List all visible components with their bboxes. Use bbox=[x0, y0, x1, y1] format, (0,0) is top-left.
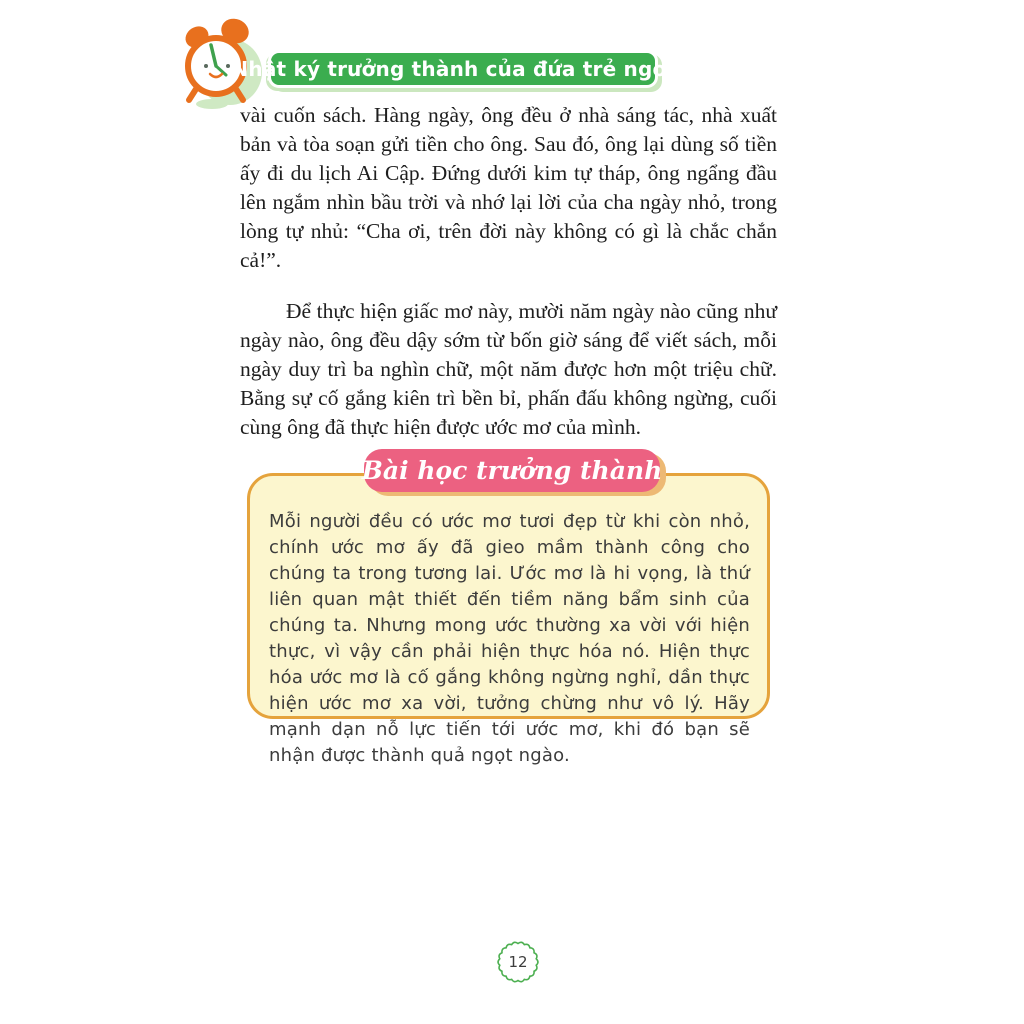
lesson-text: Mỗi người đều có ước mơ tươi đẹp từ khi còn nhỏ, chính ước mơ ấy đã gieo mầm thành công cho chúng ta trong tương lai. Ước mơ là hi vọng, là thứ liên quan mật thiết đến tiềm năng bẩm sinh của chúng ta. Nhưng mong ước thường xa vời với hiện thực, vì vậy cần phải hiện thực hóa nó. Hiện thực hóa ước mơ là cố gắng không ngừng nghỉ, dần thực hiện ước mơ xa vời, tưởng chừng như vô lý. Hãy mạnh dạn nỗ lực tiến tới ước mơ, khi đó bạn sẽ nhận được thành quả ngọt ngào. bbox=[269, 511, 750, 766]
page-number: 12 bbox=[508, 953, 528, 971]
lesson-box bbox=[247, 473, 770, 766]
lesson-title: Bài học trưởng thành bbox=[361, 456, 663, 485]
lesson-title-banner bbox=[361, 449, 663, 492]
chapter-banner-label: Nhật ký trưởng thành của đứa trẻ ngoan bbox=[231, 57, 695, 81]
page-number-badge bbox=[494, 938, 542, 986]
body-text bbox=[240, 101, 777, 442]
paragraph-1: vài cuốn sách. Hàng ngày, ông đều ở nhà sáng tác, nhà xuất bản và tòa soạn gửi tiền cho ông. Sau đó, ông lại dùng số tiền ấy đi du lịch Ai Cập. Đứng dưới kim tự tháp, ông ngẩng đầu lên ngắm nhìn bầu trời và nhớ lại lời của cha ngày nhỏ, trong lòng tự nhủ: “Cha ơi, trên đời này không có gì là chắc chắn cả!”. bbox=[240, 103, 777, 272]
paragraph-2: Để thực hiện giấc mơ này, mười năm ngày nào cũng như ngày nào, ông đều dậy sớm từ bốn giờ sáng để viết sách, mỗi ngày duy trì ba nghìn chữ, một năm được hơn một triệu chữ. Bằng sự cố gắng kiên trì bền bỉ, phấn đấu không ngừng, cuối cùng ông đã thực hiện được ước mơ của mình. bbox=[240, 299, 777, 439]
chapter-banner bbox=[231, 50, 695, 88]
